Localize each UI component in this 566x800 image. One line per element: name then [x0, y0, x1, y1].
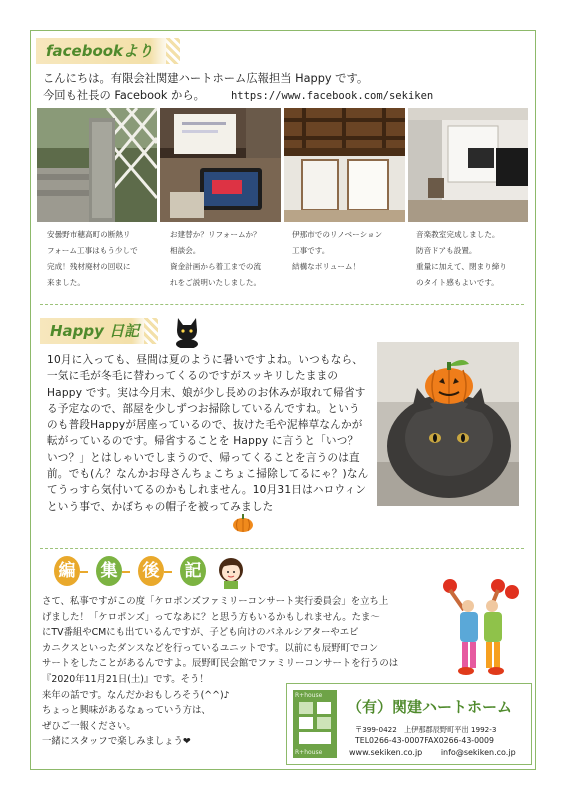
happy-diary-body: 10月に入っても、昼間は夏のように暑いですよね。いつもなら、一気に毛が冬毛に替わってくるのですがスッキリしたままの Happy です。実は今月末、娘が少し長めのお休みが取れて帰省する予定なので、部屋を少しずつお掃除しているんですね。というのも普段Happyが居座っているので、抜けた毛や泥棒草なんかが転がっているのです。帰省することを Happy に言うと「いつ？いつ？」とはしゃいでしまうので、帰ってくることを言うのは直前。でも(ん？なんかお母さんちょこちょこ掃除してるにゃ？)なんてうっすら気付いてるのかもしれません。10月31日はハロウィンという事で、かぼちゃの帽子を被ってみました [47, 354, 369, 513]
intro-line-1: こんにちは。有限会社関建ハートホーム広報担当 Happy です。 [43, 72, 369, 85]
facebook-section-title: facebookより [36, 38, 170, 64]
photo-consultation [160, 108, 281, 222]
photo-caption-4: 音楽教室完成しました。 防音ドアも設置。 重量に加えて、閉まり締り のタイト感もよいです。 [416, 230, 507, 287]
company-website-link[interactable]: www.sekiken.co.jp [349, 748, 423, 757]
photo-caption-3: 伊那市でのリノベーション 工事です。 結構なボリューム！ [292, 230, 383, 271]
black-cat-icon [172, 316, 202, 348]
facebook-url-link[interactable]: https://www.facebook.com/sekiken [230, 90, 434, 102]
photo-caption-2: お建替か？リフォームか？ 相談会。 資金計画から着工までの流 れをご説明いたしました。 [170, 230, 262, 287]
editor-title-char: 記 [180, 556, 206, 586]
staff-avatar-icon [214, 555, 248, 589]
company-info-box [286, 683, 532, 765]
photo-caption-1: 安曇野市穂高町の断熱リ フォーム工事はもう少しで 完成！残材廃材の回収に 来ました。 [47, 230, 138, 287]
editor-note-title [54, 556, 214, 586]
company-tel-fax: TEL0266-43-0007FAX0266-43-0009 [355, 736, 494, 745]
photo-music-room [408, 108, 528, 222]
editor-title-char: 集 [96, 556, 122, 586]
company-email-link[interactable]: info@sekiken.co.jp [440, 748, 516, 757]
photo-cat-pumpkin-hat [377, 342, 519, 506]
editor-note-body: さて、私事ですがこの度「ケロポンズファミリーコンサート実行委員会」を立ち上 げました！「ケロポンズ」ってなあに？と思う方もいるかもしれません。たま～ にTV番組やCMにも出ているんですが、子ども向けのパネルシアターやエビ カニクスといったダンスなどを行っているユニットです。以前にも辰野町でコン サートをしたことがあるんですよ。辰野町民会館でファミリーコンサートを行うのは 『2020年11月21日(土)』です。そう！ 来年の話です。なんだかおもしろそう(^^)♪ ちょっと興味があるなぁっていう方は、 ぜひご一報ください。 一緒にスタッフで楽しみましょう❤ [42, 596, 399, 748]
r-plus-house-logo: R+house R+house [293, 690, 337, 758]
editor-title-char: 後 [138, 556, 164, 586]
facebook-intro [43, 70, 433, 105]
happy-diary-title: Happy 日記 [40, 318, 148, 344]
section-divider [40, 548, 524, 549]
intro-line-2: 今回も社長の Facebook から。 [43, 89, 205, 102]
company-contact-line [349, 748, 516, 757]
pumpkin-icon [232, 514, 254, 532]
company-address: 〒399-0422 上伊那郡辰野町平出 1992-3 [355, 725, 497, 734]
company-name: （有）関建ハートホーム [347, 698, 513, 716]
photo-renovation [284, 108, 405, 222]
editor-title-char: 編 [54, 556, 80, 586]
photo-stone-monument [37, 108, 157, 222]
section-divider [40, 304, 524, 305]
photo-keropons-performers [436, 576, 526, 680]
